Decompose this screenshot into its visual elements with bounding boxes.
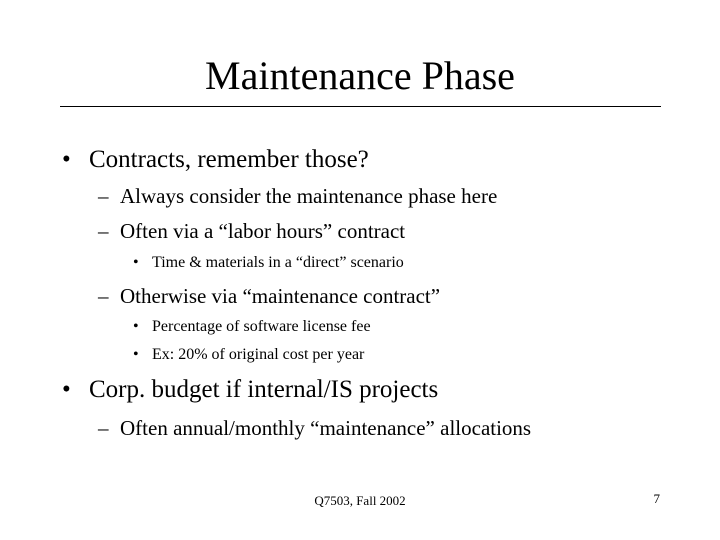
slide-footer: Q7503, Fall 2002 [314,493,406,508]
dash-marker: – [98,416,109,440]
dash-marker: – [98,284,109,308]
bullet-marker: • [133,254,139,271]
sub-sub-bullet-text: Percentage of software license fee [152,318,371,335]
bullet-text: Corp. budget if internal/IS projects [89,376,439,403]
title-divider [60,106,661,107]
sub-bullet-text: Often annual/monthly “maintenance” allocations [120,416,532,440]
sub-bullet-text: Always consider the maintenance phase here [120,184,498,208]
bullet-marker: • [62,376,71,403]
bullet-marker: • [133,346,139,363]
bullet-marker: • [62,146,71,173]
dash-marker: – [98,219,109,243]
sub-bullet-text: Otherwise via “maintenance contract” [120,284,441,308]
slide-title: Maintenance Phase [205,53,515,98]
dash-marker: – [98,184,109,208]
sub-bullet-text: Often via a “labor hours” contract [120,219,406,243]
sub-sub-bullet-text: Ex: 20% of original cost per year [152,346,365,363]
bullet-text: Contracts, remember those? [89,146,369,173]
sub-sub-bullet-text: Time & materials in a “direct” scenario [152,254,404,271]
bullet-marker: • [133,318,139,335]
page-number: 7 [653,491,660,506]
